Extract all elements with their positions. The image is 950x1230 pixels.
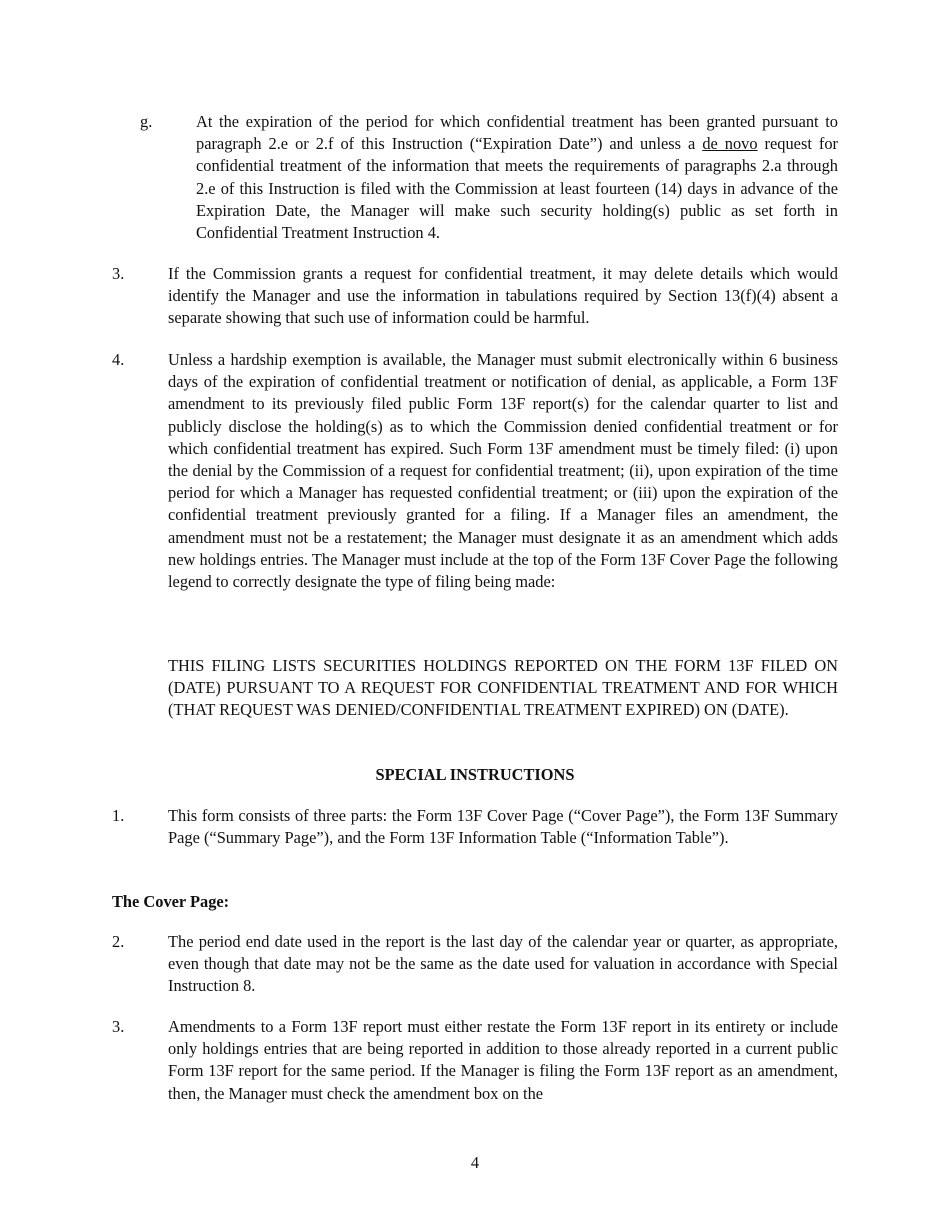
cover-page-heading: The Cover Page:	[112, 892, 230, 911]
item-text: If the Commission grants a request for confidential treatment, it may delete details which would identify the Manager and use the information in tabulations required by Section 13(f)(4) absent a separate showing that such use of information could be harmful.	[168, 264, 838, 328]
item-text-part-a: At the expiration of the period for which confidential treatment has been granted pursuant to paragraph 2.e or 2.f of this Instruction (“Expiration Date”) and unless a	[196, 112, 838, 154]
item-text: This form consists of three parts: the Form 13F Cover Page (“Cover Page”), the Form 13F Summary Page (“Summary Page”), and the Form 13F Information Table (“Information Table”).	[168, 806, 838, 848]
item-text-part-b: request for confidential treatment of the information that meets the requirements of paragraphs 2.a through 2.e of this Instruction is filed with the Commission at least fourteen (14) days in advance of the Expiration Date, the Manager will make such security holding(s) public as set forth in Confidential Treatment Instruction 4.	[196, 134, 838, 243]
special-instructions-heading: SPECIAL INSTRUCTIONS	[375, 765, 575, 784]
item-marker: g.	[140, 112, 153, 131]
item-text: The period end date used in the report is the last day of the calendar year or quarter, as appropriate, even though that date may not be the same as the date used for valuation in accordance with Special Instruction 8.	[168, 932, 838, 996]
item-marker: 2.	[112, 932, 125, 951]
filing-legend: THIS FILING LISTS SECURITIES HOLDINGS REPORTED ON THE FORM 13F FILED ON (DATE) PURSUANT TO A REQUEST FOR CONFIDENTIAL TREATMENT AND FOR WHICH (THAT REQUEST WAS DENIED/CONFIDENTIAL TREATMENT EXPIRED) ON (DATE).	[168, 656, 838, 720]
item-text: Unless a hardship exemption is available, the Manager must submit electronically within 6 business days of the expiration of confidential treatment or notification of denial, as applicable, a Form 13F amendment to its previously filed public Form 13F report(s) for the calendar quarter to list and publicly disclose the holding(s) as to which the Commission denied confidential treatment or for which confidential treatment has expired. Such Form 13F amendment must be timely filed: (i) upon the denial by the Commission of a request for confidential treatment; (ii), upon expiration of the time period for which a Manager has requested confidential treatment; or (iii) upon the expiration of the confidential treatment previously granted for a filing. If a Manager files an amendment, the amendment must not be a restatement; the Manager must designate it as an amendment which adds new holdings entries. The Manager must include at the top of the Form 13F Cover Page the following legend to correctly designate the type of filing being made:	[168, 350, 838, 592]
item-text: Amendments to a Form 13F report must either restate the Form 13F report in its entirety or include only holdings entries that are being reported in addition to those already reported in a current public Form 13F report for the same period. If the Manager is filing the Form 13F report as an amendment, then, the Manager must check the amendment box on the	[168, 1017, 838, 1103]
item-marker: 4.	[112, 350, 125, 369]
item-marker: 3.	[112, 1017, 125, 1036]
item-text	[196, 111, 838, 244]
de-novo-underlined: de novo	[702, 134, 758, 154]
page-number: 4	[470, 1153, 480, 1172]
item-marker: 3.	[112, 264, 125, 283]
item-marker: 1.	[112, 806, 125, 825]
